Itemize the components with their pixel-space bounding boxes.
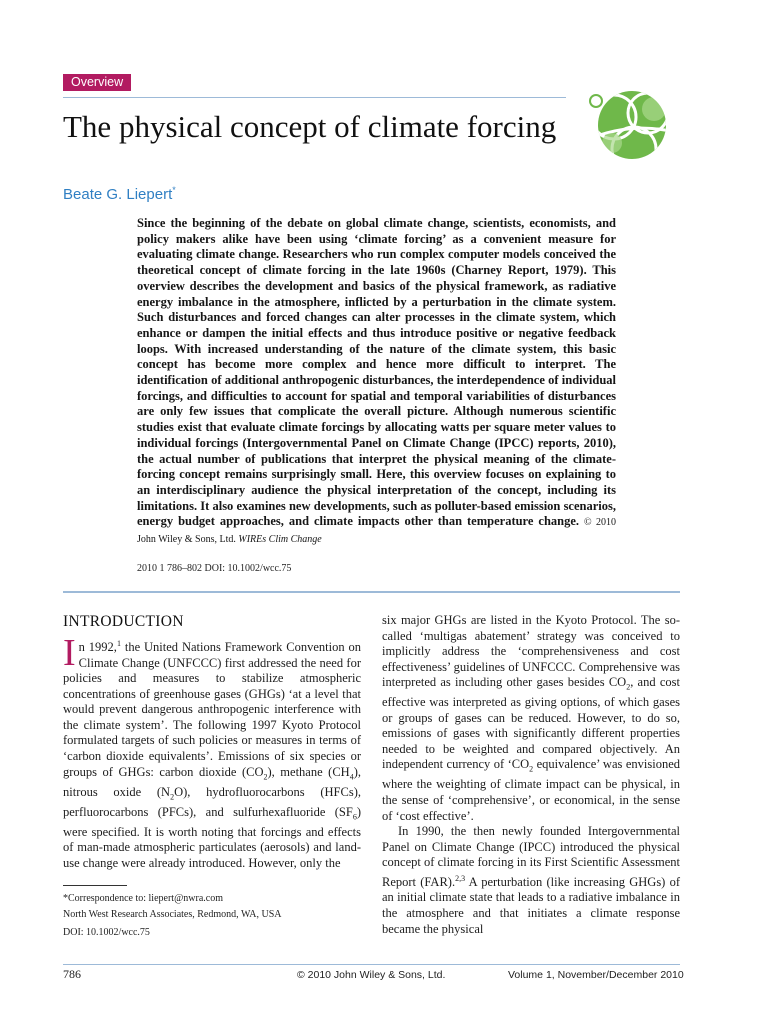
citation-line: 2010 1 786–802 DOI: 10.1002/wcc.75: [137, 563, 292, 574]
text-run: ), methane (CH: [267, 764, 350, 779]
wires-globe-icon: [584, 87, 676, 167]
subscript: 2: [626, 682, 631, 692]
body-paragraph: [382, 824, 680, 937]
text-run: six major GHGs are listed in the Kyoto Protocol. The so-called ‘multigas abatement’ strategy was conceived to implicitly address the ‘comprehensiveness and cost effectiveness’ guidelines of UNFCCC. Comprehensive was interpreted as including other gases besides CO: [382, 613, 680, 690]
text-run: the United Nations Framework Convention on Climate Change (UNFCCC) first addressed the need for policies and measures to stabilize atmospheric concentrations of greenhouse gases (GHGs) ‘at a level that would prevent dangerous anthropogenic interference with the climate system’. The following 1997 Kyoto Protocol formulated targets of such policies or measures in terms of ‘carbon dioxide equivalents’. Emissions of six species or groups of GHGs: carbon dioxide (CO: [63, 640, 361, 779]
abstract-text: Since the beginning of the debate on global climate change, scientists, economists, and policy makers alike have been using ‘climate forcing’ as a convenient measure for evaluating climate change. Researchers who run complex computer models conceived the theoretical concept of climate forcing in the late 1960s (Charney Report, 1979). This overview describes the development and basics of the physical framework, as radiative energy imbalance in the atmosphere, inflicted by a perturbation in the climate system. Such disturbances and forced changes can alter processes in the climate system, which enhance or dampen the initial effects and thus introduce positive or negative feedback loops. With increased understanding of the nature of the climate system, this basic concept has become more complex and hence more difficult to interpret. The identification of additional anthropogenic disturbances, the interdependence of individual forcings, and difficulties to account for spatial and temporal variabilities of disturbances are only few issues that complicate the overall picture. Although numerous scientific studies exist that evaluate climate forcings by allocating watts per square meter values to individual forcings (Intergovernmental Panel on Climate Change (IPCC) reports, 2010), the actual number of publications that interpret the physical meaning of the climate-forcing concept remains surprisingly small. Here, this overview focuses on explaining to an interdisciplinary audience the physical interpretation of the concept, including its limitations. It also examines new developments, such as polluter-based emission scenarios, energy budget approaches, and climate impacts other than temperature change.: [137, 216, 616, 529]
footnote-rule: [63, 885, 127, 886]
footer-rule: [63, 964, 680, 965]
subscript: 2: [529, 764, 534, 774]
section-rule: [63, 591, 680, 593]
text-run: n 1992,: [78, 640, 117, 655]
subscript: 2: [170, 792, 175, 802]
journal-name: WIREs Clim Change: [238, 534, 322, 546]
page-number: 786: [63, 967, 81, 981]
text-run: In 1990, the then newly founded Intergovernmental Panel on Climate Change (IPCC) introduced the physical concept of climate forcing in its First Scientific Assessment Report (FAR).: [382, 824, 680, 889]
text-run: , and cost effective was interpreted as giving options, of which gases or groups of gases can be reduced. However, to do so, emissions of gases with significantly different properties needed to be weighted and compared objectively. An independent currency of ‘CO: [382, 675, 680, 772]
subscript: 6: [352, 812, 357, 822]
text-run: A perturbation (like increasing GHGs) of an initial climate state that leads to a radiative imbalance in the atmosphere and that initiates a climate response became the physical: [382, 874, 680, 936]
reference-mark: 1: [116, 639, 121, 648]
footer-copyright: © 2010 John Wiley & Sons, Ltd.: [297, 969, 446, 981]
subscript: 4: [349, 772, 354, 782]
footer-volume: Volume 1, November/December 2010: [508, 969, 684, 981]
correspondence-footnote: *Correspondence to: liepert@nwra.com: [63, 893, 223, 904]
doi-footnote: DOI: 10.1002/wcc.75: [63, 927, 150, 938]
copyright-text: © 2010 John Wiley & Sons, Ltd.: [137, 517, 616, 546]
author-name: Beate G. Liepert: [63, 186, 173, 203]
right-column: [382, 613, 680, 937]
author-footnote-mark: *: [172, 185, 176, 195]
text-run: ), nitrous oxide (N: [63, 764, 361, 799]
section-badge: Overview: [63, 74, 131, 91]
intro-paragraph: [63, 632, 361, 871]
dropcap: I: [63, 632, 76, 674]
text-run: ) were specified. It is worth noting that forcings and effects of man-made atmospheric particulates (aerosols) and land-use change were already introduced. However, only the: [63, 804, 361, 870]
section-heading: INTRODUCTION: [63, 613, 184, 630]
abstract: [137, 216, 616, 548]
article-title: The physical concept of climate forcing: [63, 109, 557, 144]
reference-mark: 2,3: [455, 873, 466, 883]
text-run: equivalence’ was envisioned where the weighting of climate impact can be physical, in the sense of ‘comprehensive’, or economical, in the sense of ‘cost effective’.: [382, 757, 680, 823]
left-column: [63, 632, 361, 871]
subscript: 2: [263, 772, 268, 782]
text-run: O), hydrofluorocarbons (HFCs), perfluorocarbons (PFCs), and sulfurhexafluoride (SF: [63, 784, 361, 819]
affiliation-footnote: North West Research Associates, Redmond, WA, USA: [63, 909, 282, 920]
author-line: [63, 185, 176, 203]
header-rule: [63, 97, 566, 98]
body-paragraph: [382, 613, 680, 824]
